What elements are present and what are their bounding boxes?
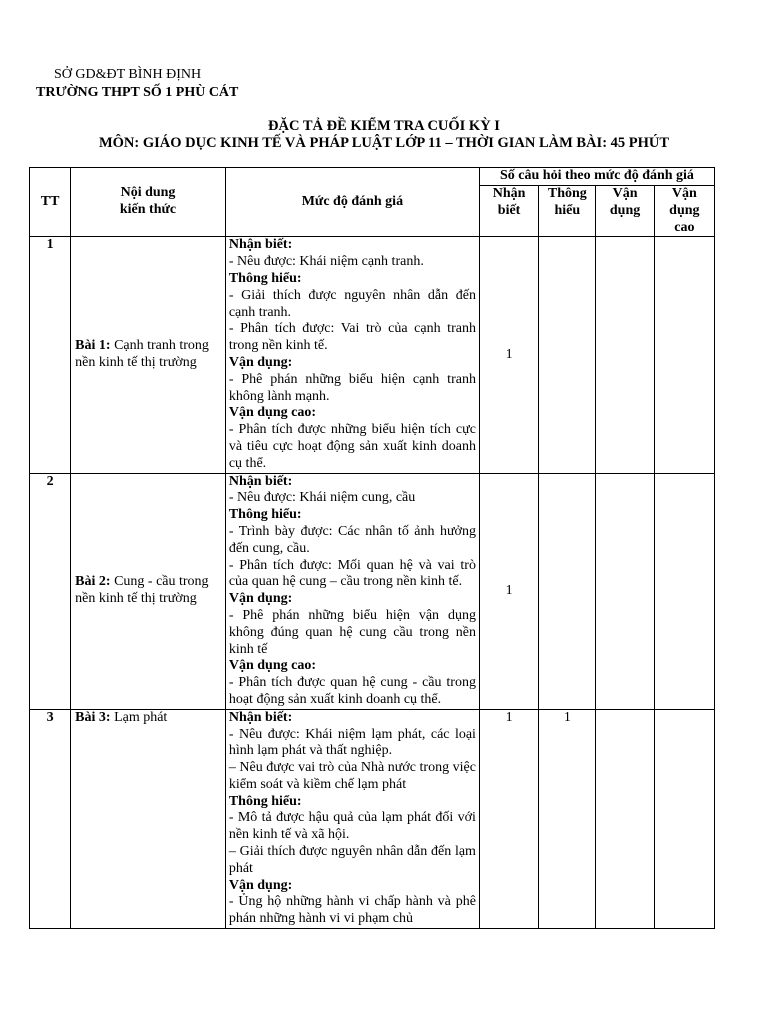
level-label: Vận dụng cao: — [228, 658, 316, 674]
level-line: - Trình bày được: Các nhân tố ảnh hưởng đến cung, cầu. — [228, 523, 476, 556]
level-label: Thông hiểu: — [228, 793, 302, 809]
level-label: Thông hiểu: — [228, 270, 302, 286]
lesson-prefix: Bài 3: — [75, 709, 111, 725]
table-row — [30, 473, 715, 709]
level-label: Vận dụng: — [228, 877, 293, 893]
level-line: - Nêu được: Khái niệm cung, cầu — [228, 490, 416, 506]
level-line: – Nêu được vai trò của Nhà nước trong việc kiểm soát và kiềm chế lạm phát — [228, 760, 476, 792]
level-line: - Phân tích được quan hệ cung - cầu trong hoạt động sản xuất kinh doanh cụ thể. — [228, 675, 476, 707]
level-label: Nhận biết: — [228, 709, 293, 725]
level-label: Vận dụng cao: — [228, 405, 316, 421]
count-nhan-biet: 1 — [479, 473, 538, 709]
level-line: - Mô tả được hậu quả của lạm phát đối với nền kinh tế và xã hội. — [228, 810, 476, 843]
level-line: - Phê phán những biểu hiện vận dụng không đúng quan hệ cung cầu trong nền kinh tế — [228, 607, 476, 657]
level-line: - Phân tích được: Vai trò của cạnh tranh trong nền kinh tế. — [228, 321, 476, 354]
header-van-dung: Vận dụng — [596, 186, 654, 237]
header-question-count-group: Số câu hỏi theo mức độ đánh giá — [479, 168, 714, 186]
lesson-title: Lạm phát — [110, 709, 168, 725]
count-van-dung-cao — [654, 473, 714, 709]
level-line: – Giải thích được nguyên nhân dẫn đến lạm phát — [228, 844, 476, 876]
row-number: 1 — [30, 237, 71, 473]
table-row — [30, 709, 715, 928]
level-line: - Phân tích được: Mối quan hệ và vai trò của quan hệ cung – cầu trong nền kinh tế. — [228, 557, 476, 590]
count-thong-hieu: 1 — [539, 709, 596, 928]
lesson-name — [71, 709, 226, 928]
count-van-dung-cao — [654, 237, 714, 473]
header-nhan-biet: Nhận biết — [479, 186, 538, 237]
row-number: 2 — [30, 473, 71, 709]
lesson-title: Cung - cầu trong nền kinh tế thị trường — [75, 574, 209, 607]
assessment-levels — [225, 709, 479, 928]
header-van-dung-cao: Vận dụng cao — [654, 186, 714, 237]
level-line: - Nêu được: Khái niệm lạm phát, các loại hình lạm phát và thất nghiệp. — [228, 726, 476, 759]
level-label: Nhận biết: — [228, 473, 293, 489]
lesson-title: Cạnh tranh trong nền kinh tế thị trường — [75, 338, 209, 370]
count-thong-hieu — [539, 237, 596, 473]
assessment-levels — [225, 473, 479, 709]
school-name: TRƯỜNG THPT SỐ 1 PHÙ CÁT — [36, 85, 239, 100]
document-title: ĐẶC TẢ ĐỀ KIỂM TRA CUỐI KỲ I — [268, 118, 500, 134]
count-nhan-biet: 1 — [479, 709, 538, 928]
subject-line: MÔN: GIÁO DỤC KINH TẾ VÀ PHÁP LUẬT LỚP 11 – THỜI GIAN LÀM BÀI: 45 PHÚT — [98, 135, 670, 151]
level-label: Nhận biết: — [228, 237, 293, 253]
header-tt: TT — [30, 168, 71, 237]
header-content: Nội dung kiến thức — [71, 168, 226, 237]
table-row — [30, 237, 715, 473]
header-level: Mức độ đánh giá — [225, 168, 479, 237]
specification-table — [29, 167, 715, 929]
lesson-prefix: Bài 1: — [75, 338, 111, 354]
count-van-dung — [596, 237, 654, 473]
count-nhan-biet: 1 — [479, 237, 538, 473]
level-line: - Phân tích được những biểu hiện tích cực và tiêu cực hoạt động sản xuất kinh doanh cụ thể. — [228, 422, 476, 471]
count-van-dung — [596, 709, 654, 928]
lesson-name — [71, 237, 226, 473]
level-line: - Giải thích được nguyên nhân dẫn đến cạnh tranh. — [228, 287, 476, 320]
level-label: Thông hiểu: — [228, 507, 302, 523]
level-line: - Phê phán những biểu hiện cạnh tranh không lành mạnh. — [228, 371, 476, 404]
lesson-name — [71, 473, 226, 709]
level-label: Vận dụng: — [228, 591, 293, 607]
count-van-dung-cao — [654, 709, 714, 928]
department-name: SỞ GD&ĐT BÌNH ĐỊNH — [54, 67, 202, 82]
header-thong-hieu: Thông hiểu — [539, 186, 596, 237]
assessment-levels — [225, 237, 479, 473]
count-thong-hieu — [539, 473, 596, 709]
count-van-dung — [596, 473, 654, 709]
level-line: - Nêu được: Khái niệm cạnh tranh. — [228, 254, 424, 270]
level-line: - Ủng hộ những hành vi chấp hành và phê phán những hành vi vi phạm chủ — [228, 894, 476, 927]
level-label: Vận dụng: — [228, 354, 293, 370]
lesson-prefix: Bài 2: — [75, 574, 111, 590]
row-number: 3 — [30, 709, 71, 928]
